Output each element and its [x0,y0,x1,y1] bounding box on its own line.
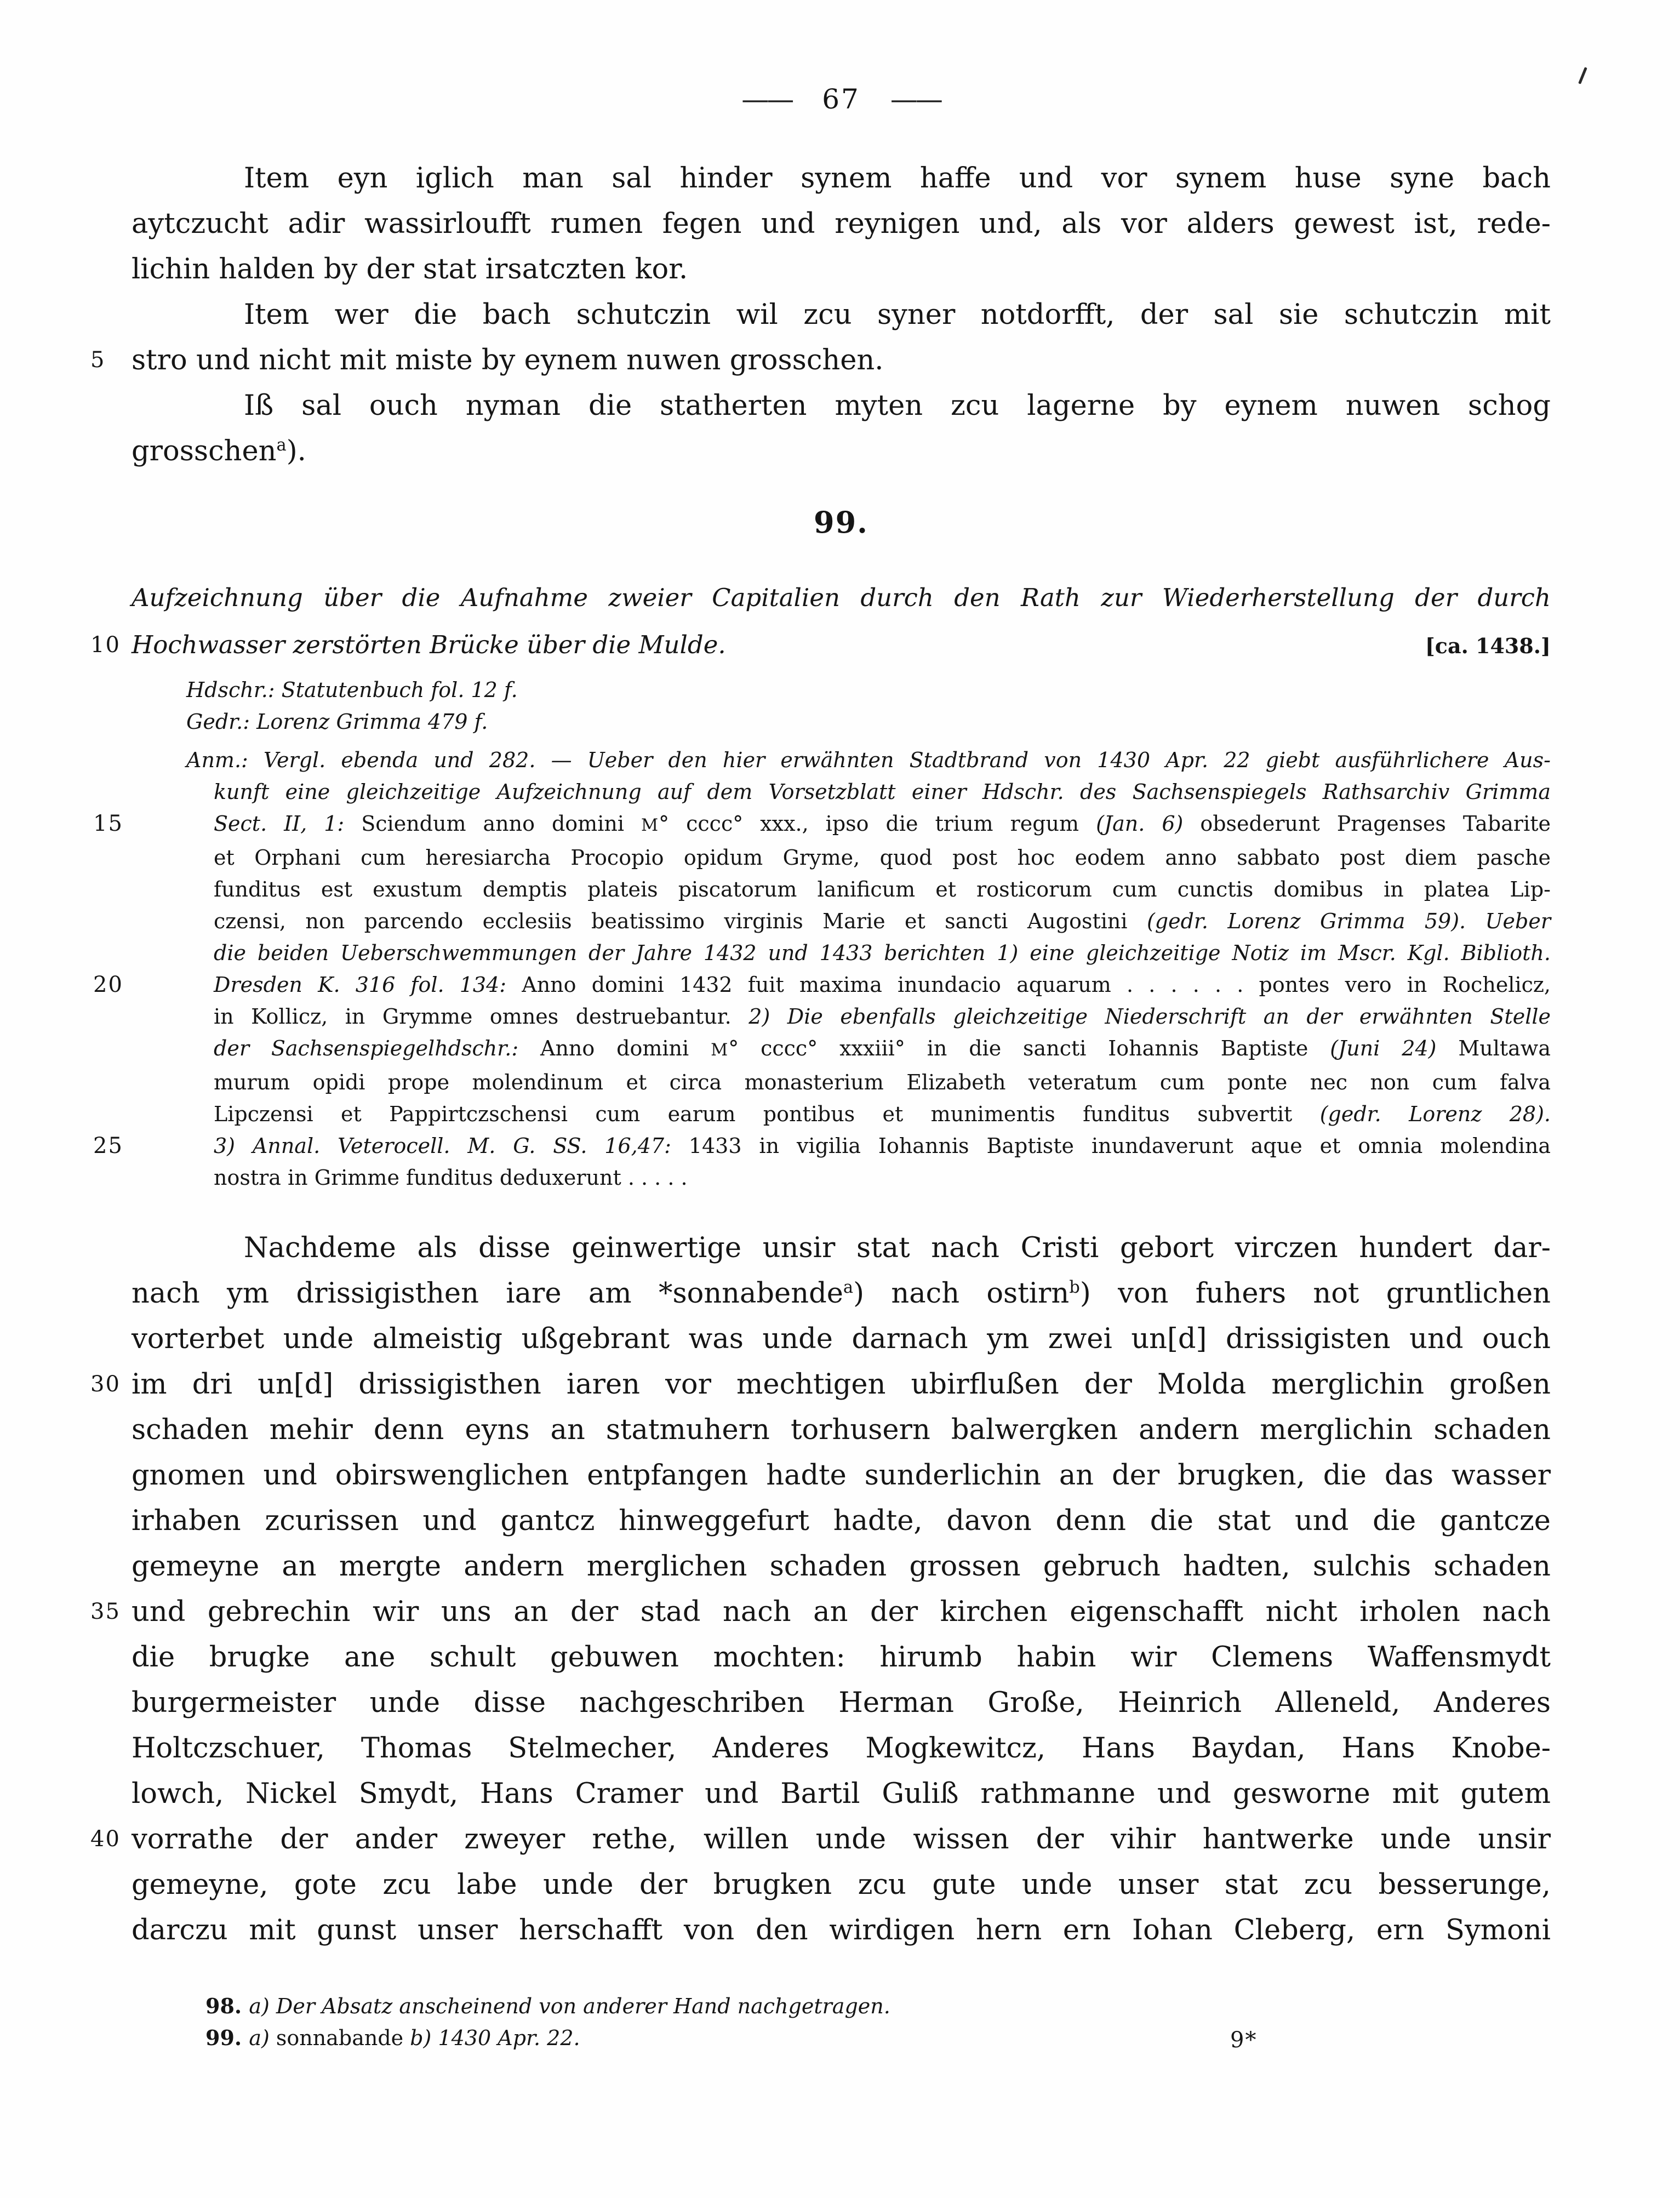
heading-line: Aufzeichnung über die Aufnahme zweier Capitalien durch den Rath zur Wiederherstellung der durch [132,583,1551,612]
text-segment: 1433 in vigilia Iohannis Baptiste inundaverunt aque et omnia molendina [688,1134,1551,1158]
document-date: [ca. 1438.] [1425,633,1551,658]
text-segment: ). [286,435,306,467]
text-segment: Hdschr.: Statutenbuch fol. 12 f. [186,678,518,702]
text-segment: kunft eine gleichzeitige Aufzeichnung auf dem Vorsetzblatt einer Hdschr. des Sachsenspiegels Rathsarchiv Grimma [214,780,1551,804]
text-line [214,1066,1551,1098]
text-line [132,1407,1551,1453]
text-segment: Item eyn iglich man sal hinder synem haffe und vor synem huse syne bach [244,162,1551,195]
text-line [214,1162,1551,1194]
text-line [132,1316,1551,1362]
text-segment: nach ym drissigisthen iare am *sonnabende [132,1277,843,1310]
text-line [214,874,1551,905]
paragraph [90,1225,1551,1953]
text-segment: Sciendum anno domini [361,812,641,836]
text-segment: ) nach ostirn [853,1277,1070,1310]
text-segment: Multawa [1436,1036,1551,1060]
heading-text: Hochwasser zerstörten Brücke über die Mulde. [132,630,726,659]
text-segment: a [843,1278,854,1297]
annotations [93,744,1551,1194]
text-segment: Lipczensi et Pappirtczschensi cum earum pontibus et munimentis funditus subvertit [214,1102,1320,1126]
text-segment: burgermeister unde disse nachgeschriben Herman Große, Heinrich Alleneld, Anderes [132,1687,1551,1719]
text-segment: und gebrechin wir uns an der stad nach an der kirchen eigenschafft nicht irholen nach [132,1596,1551,1628]
text-segment: darczu mit gunst unser herschafft von den wirdigen hern ern Iohan Cleberg, ern Symoni [132,1914,1551,1946]
text-segment: 98. [205,1994,249,2018]
text-line [132,383,1551,429]
text-segment: in Kollicz, in Grymme omnes destruebantur. [214,1004,749,1029]
page-header [132,82,1551,116]
text-line [132,1498,1551,1544]
text-line [132,1544,1551,1589]
margin-line-number: 20 [93,972,123,997]
text-segment: lichin halden by der stat irsatczten kor. [132,253,688,286]
text-segment: Anno domini 1432 fuit maxima inundacio aquarum . . . . . . pontes vero in Rochelicz, [522,973,1551,997]
text-segment: lowch, Nickel Smydt, Hans Cramer und Bartil Guliß rathmanne und gesworne mit gutem [132,1778,1551,1810]
text-segment: a) [249,2026,276,2050]
section-number: 99. [814,505,868,540]
text-line [93,808,1551,842]
text-column [90,0,1551,2054]
page-number: 67 [822,83,860,115]
paragraph [132,156,1551,292]
printers-signature: 9* [1230,2028,1258,2053]
text-segment: 99. [205,2025,249,2050]
text-segment: 2) Die ebenfalls gleichzeitige Niederschrift an der erwähnten Stelle [748,1004,1551,1029]
text-line [132,1271,1551,1316]
text-segment: b [1069,1278,1080,1297]
text-line [214,776,1551,808]
text-segment: (gedr. Lorenz Grimma 59). Ueber [1146,909,1551,933]
text-segment: die brugke ane schult gebuwen mochten: hirumb habin wir Clemens Waffensmydt [132,1641,1551,1674]
document-98-closing-text [90,156,1551,474]
text-segment: gnomen und obirswenglichen entpfangen hadte sunderlichin an der brugken, die das wasser [132,1459,1551,1492]
text-line [132,201,1551,247]
text-line [214,842,1551,874]
text-line [205,1990,1551,2022]
text-segment: gemeyne, gote zcu labe unde der brugken zcu gute unde unser stat zcu besserunge, [132,1869,1551,1901]
text-line [214,1098,1551,1130]
text-segment: der Sachsenspiegelhdschr.: [214,1036,541,1060]
footnotes [205,1990,1551,2054]
text-segment: ° cccc° xxxiii° in die sancti Iohannis Baptiste [728,1036,1330,1060]
text-segment: murum opidi prope molendinum et circa monasterium Elizabeth veteratum cum ponte nec non cum falva [214,1070,1551,1094]
text-segment: Anno domini [540,1036,711,1060]
text-segment: Sect. II, 1: [214,812,362,836]
text-line [132,292,1551,338]
text-line [214,905,1551,937]
header-rule-right: —— [890,83,941,115]
text-line [132,1771,1551,1817]
text-line [132,1862,1551,1908]
text-segment: a [276,436,287,455]
text-segment: M [641,816,659,835]
text-segment: (Jan. 6) [1096,812,1184,836]
margin-line-number: 35 [90,1599,121,1624]
text-segment: irhaben zcurissen und gantcz hinweggefurt hadte, davon denn die stat und die gantcze [132,1505,1551,1537]
text-line [214,937,1551,969]
text-segment: 3) Annal. Veterocell. M. G. SS. 16,47: [214,1134,689,1158]
text-segment: sonnabande [276,2026,410,2050]
text-line [132,429,1551,474]
text-line [132,1680,1551,1726]
text-line [93,1130,1551,1162]
text-line [214,1032,1551,1066]
text-line [90,1589,1551,1635]
text-segment: Dresden K. 316 fol. 134: [214,973,522,997]
text-line [132,1726,1551,1771]
margin-line-number: 10 [90,632,121,658]
text-segment: nostra in Grimme funditus deduxerunt . . . . . [214,1166,688,1190]
header-rule-left: —— [741,83,792,115]
margin-line-number: 5 [90,347,106,373]
document-99-text [90,1225,1551,1953]
text-line [132,1225,1551,1271]
text-segment: et Orphani cum heresiarcha Procopio opidum Gryme, quod post hoc eodem anno sabbato post diem pasche [214,846,1551,870]
text-segment: obsederunt Pragenses Tabarite [1183,812,1551,836]
text-segment: Iß sal ouch nyman die statherten myten zcu lagerne by eynem nuwen schog [244,390,1551,422]
text-segment: gemeyne an mergte andern merglichen schaden grossen gebruch hadten, sulchis schaden [132,1550,1551,1583]
text-line [90,1362,1551,1407]
text-line [132,156,1551,201]
margin-line-number: 15 [93,811,123,836]
text-line [93,969,1551,1001]
section-heading [90,574,1551,670]
margin-line-number: 30 [90,1372,121,1397]
scan-artifact [1578,67,1587,84]
margin-line-number: 25 [93,1133,123,1158]
text-segment: funditus est exustum demptis plateis piscatorum lanificum et rosticorum cum cunctis domibus in platea Lip- [214,877,1551,901]
text-line [186,744,1551,776]
text-segment: Item wer die bach schutczin wil zcu syner notdorfft, der sal sie schutczin mit [244,299,1551,331]
text-line [132,1635,1551,1680]
text-segment: Gedr.: Lorenz Grimma 479 f. [186,710,488,734]
text-line [214,1001,1551,1032]
text-segment: Anm.: Vergl. ebenda und 282. — Ueber den hier erwähnten Stadtbrand von 1430 Apr. 22 giebt ausführlichere Aus- [186,748,1551,772]
text-line [186,706,1551,738]
text-segment: a) Der Absatz anscheinend von anderer Hand nachgetragen. [249,1994,890,2018]
text-segment: grosschen [132,435,277,467]
text-segment: die beiden Ueberschwemmungen der Jahre 1432 und 1433 berichten 1) eine gleichzeitige Notiz im Mscr. Kgl. Biblioth. [214,941,1551,965]
text-segment: aytczucht adir wassirloufft rumen fegen und reynigen und, als vor alders gewest ist, rede- [132,208,1551,240]
text-line [132,1908,1551,1953]
heading-line [90,621,1551,670]
text-segment: Nachdeme als disse geinwertige unsir stat nach Cristi gebort virczen hundert dar- [244,1232,1551,1264]
text-segment: b) 1430 Apr. 22. [410,2026,580,2050]
text-segment: vorterbet unde almeistig ußgebrant was unde darnach ym zwei un[d] drissigisten und ouch [132,1323,1551,1355]
text-segment: (gedr. Lorenz 28). [1319,1102,1551,1126]
text-line [132,247,1551,292]
text-line [205,2022,1551,2054]
source-references [186,674,1551,738]
text-line [132,1453,1551,1498]
text-segment: stro und nicht mit miste by eynem nuwen grosschen. [132,344,884,376]
paragraph [90,292,1551,383]
text-line [186,674,1551,706]
text-segment: ) von fuhers not gruntlichen [1079,1277,1551,1310]
text-segment: czensi, non parcendo ecclesiis beatissimo virginis Marie et sancti Augostini [214,909,1147,933]
text-segment: schaden mehir denn eyns an statmuhern torhusern balwergken andern merglichin schaden [132,1414,1551,1446]
paragraph [132,383,1551,474]
text-segment: M [711,1041,729,1060]
text-segment: vorrathe der ander zweyer rethe, willen unde wissen der vihir hantwerke unde unsir [132,1823,1551,1856]
text-segment: im dri un[d] drissigisthen iaren vor mechtigen ubirflußen der Molda merglichin großen [132,1368,1551,1401]
text-segment: (Juni 24) [1330,1036,1437,1060]
margin-line-number: 40 [90,1826,121,1852]
text-segment: ° cccc° xxx., ipso die trium regum [659,812,1096,836]
text-segment: Holtczschuer, Thomas Stelmecher, Anderes Mogkewitcz, Hans Baydan, Hans Knobe- [132,1732,1551,1765]
text-line [90,338,1551,383]
text-line [90,1817,1551,1862]
